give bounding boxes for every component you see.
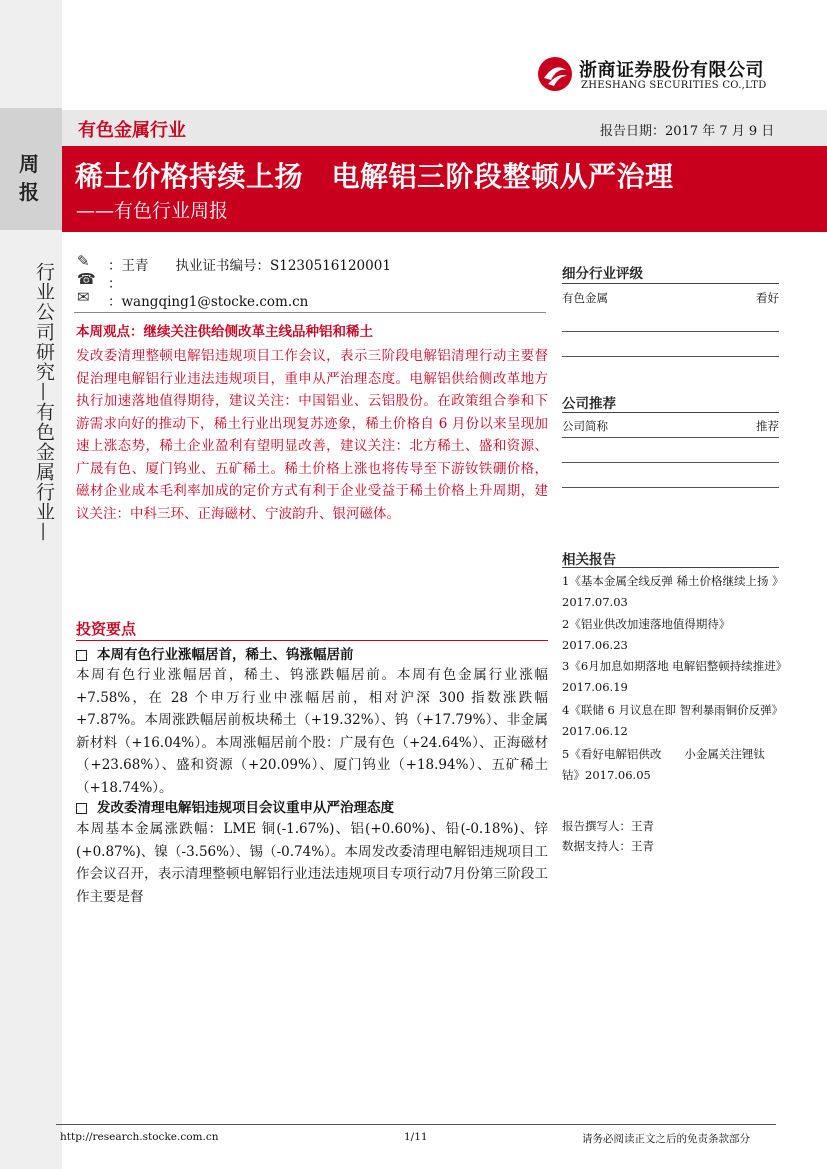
rating-heading: 细分行业评级 — [562, 266, 643, 282]
divider — [562, 567, 779, 568]
divider — [76, 640, 548, 641]
company-name-cn: 浙商证券股份有限公司 — [579, 60, 764, 81]
checkbox-icon — [76, 650, 87, 661]
company-name-en: ZHESHANG SECURITIES CO.,LTD — [581, 80, 767, 91]
footer-divider — [56, 1124, 776, 1125]
analyst-name-line: ：王青 执业证书编号：S1230516120001 — [108, 258, 391, 274]
mail-icon: ✉ — [77, 288, 90, 306]
page-number: 1/11 — [404, 1131, 428, 1143]
company-rec-header-row — [562, 418, 779, 434]
divider — [562, 356, 779, 357]
viewpoint-body: 发改委清理整顿电解铝违规项目工作会议，表示三阶段电解铝清理行动主要督促治理电解铝行业违法违规项目，重申从严治理态度。电解铝供给侧改革地方执行加速落地值得期待，建议关注：中国铝业、云铝股份。在政策组合拳和下游需求向好的推动下，稀土行业出现复苏迹象，稀土价格自 6 月份以来呈现加速上涨态势，稀土企业盈利有望明显改善，建议关注：北方稀土、盛和资源、广晟有色、厦门钨业、五矿稀土。稀土价格上涨也将传导至下游钕铁硼价格，磁材企业成本毛利率加成的定价方式有利于企业受益于稀土价格上升周期，建议关注：中科三环、正海磁材、宁波韵升、银河磁体。 — [76, 348, 548, 522]
industry-label: 有色金属行业 — [78, 120, 186, 141]
side-vertical-text: 行业公司研究—有色金属行业— — [33, 262, 55, 542]
rating-row — [562, 290, 779, 306]
checkbox-icon — [76, 803, 87, 814]
company-col-name: 公司简称 — [562, 419, 608, 433]
rating-industry: 有色金属 — [562, 291, 608, 305]
point-2-body: 本周基本金属涨跌幅：LME 铜(-1.67%)、铝(+0.60%)、铅(-0.18%)、锌(+0.87%)、镍（-3.56%）、锡（-0.74%）。本周发改委清理电解铝违规项目工作会议召开，表示清理整顿电解铝行业违法违规项目专项行动7月份第三阶段工作主要是督 — [76, 821, 548, 905]
point-2-title — [76, 796, 394, 816]
related-report-item[interactable]: 4《联储 6 月议息在即 智利暴雨铜价反弹》2017.06.12 — [562, 703, 778, 738]
divider — [562, 437, 779, 438]
pen-icon: ✎ — [77, 252, 90, 270]
analyst-email[interactable]: ：wangqing1@stocke.com.cn — [108, 294, 309, 310]
related-report-item[interactable]: 1《基本金属全线反弹 稀土价格继续上扬 》2017.07.03 — [562, 574, 778, 609]
report-type-label: 周报 — [19, 152, 39, 204]
point-2-title-text: 发改委清理电解铝违规项目会议重申从严治理态度 — [97, 800, 394, 816]
phone-icon: ☎ — [77, 270, 96, 288]
divider — [562, 331, 779, 332]
company-logo — [537, 56, 777, 98]
footer-url[interactable]: http://research.stocke.com.cn — [60, 1131, 219, 1143]
rating-value: 看好 — [756, 291, 779, 305]
report-date: 报告日期：2017 年 7 月 9 日 — [600, 124, 775, 139]
divider — [562, 462, 779, 463]
company-col-value: 推荐 — [756, 419, 779, 433]
investment-heading: 投资要点 — [76, 620, 137, 638]
page-subtitle: ——有色行业周报 — [76, 200, 229, 222]
divider — [74, 312, 546, 313]
related-heading: 相关报告 — [562, 552, 616, 568]
viewpoint-heading: 本周观点：继续关注供给侧改革主线品种铝和稀土 — [76, 324, 373, 340]
divider — [562, 283, 779, 284]
divider — [562, 412, 779, 413]
data-supporter: 数据支持人：王青 — [562, 839, 654, 853]
related-report-item[interactable]: 2《铝业供改加速落地值得期待》2017.06.23 — [562, 617, 731, 652]
divider — [562, 487, 779, 488]
related-report-item[interactable]: 5《看好电解铝供改 小金属关注锂钛钴》2017.06.05 — [562, 747, 765, 782]
point-1-body: 本周有色行业涨幅居首，稀土、钨涨跌幅居前。本周有色金属行业涨幅+7.58%，在 28 个申万行业中涨幅居前，相对沪深 300 指数涨跌幅+7.87%。本周涨跌幅居前板块稀土（+19.32%）、钨（+17.79%）、非金属新材料（+16.04%）。本周涨幅居前个股：广晟有色（+24.64%）、正海磁材（+23.68%）、盛和资源（+20.09%）、厦门钨业（+18.94%）、五矿稀土（+18.74%）。 — [76, 667, 548, 796]
logo-mark-icon — [537, 56, 573, 92]
company-rec-heading: 公司推荐 — [562, 396, 616, 412]
report-writer: 报告撰写人：王青 — [562, 819, 654, 833]
page-title: 稀土价格持续上扬 电解铝三阶段整顿从严治理 — [75, 160, 674, 193]
footer-disclaimer: 请务必阅读正文之后的免责条款部分 — [582, 1133, 750, 1145]
point-1-title — [76, 643, 354, 663]
point-1-title-text: 本周有色行业涨幅居首，稀土、钨涨幅居前 — [97, 647, 354, 663]
analyst-phone-line: ： — [108, 276, 122, 292]
related-report-item[interactable]: 3《6月加息如期落地 电解铝整顿持续推进》2017.06.19 — [562, 659, 782, 694]
